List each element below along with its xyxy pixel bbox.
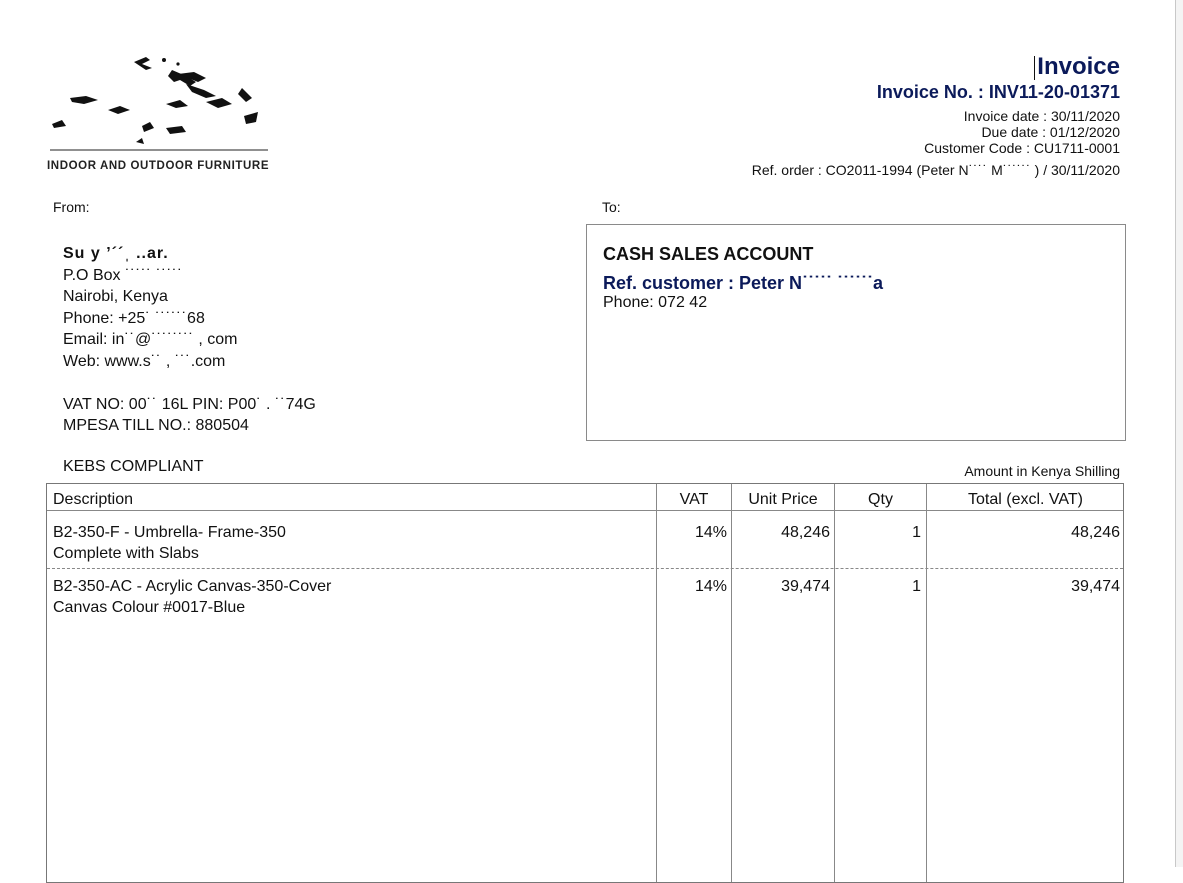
header-description: Description — [53, 491, 134, 508]
item-1-qty: 1 — [912, 524, 921, 541]
invoice-number: Invoice No. : INV11-20-01371 — [876, 82, 1120, 102]
item-2-qty: 1 — [912, 578, 921, 595]
item-2-total: 39,474 — [1071, 578, 1120, 595]
text-cursor — [1034, 56, 1035, 80]
company-logo — [46, 52, 272, 176]
invoice-date: Invoice date : 30/11/2020 — [963, 108, 1120, 124]
ref-customer: Ref. customer : Peter N˙˙˙˙˙ ˙˙˙˙˙˙a — [603, 273, 884, 293]
customer-code: Customer Code : CU1711-0001 — [924, 140, 1120, 156]
company-phone: Phone: +25˙ ˙˙˙˙˙˙68 — [63, 309, 205, 327]
col-divider — [834, 484, 835, 882]
due-date: Due date : 01/12/2020 — [981, 124, 1120, 140]
header-divider — [47, 510, 1123, 511]
item-2-description: B2-350-AC - Acrylic Canvas-350-Cover — [53, 578, 332, 595]
vat-pin: VAT NO: 00˙˙ 16L PIN: P00˙ . ˙˙74G — [63, 395, 316, 413]
item-2-vat: 14% — [694, 578, 727, 595]
header-qty: Qty — [868, 491, 893, 508]
company-tagline: INDOOR AND OUTDOOR FURNITURE — [47, 160, 270, 172]
recipient-box — [586, 224, 1126, 441]
item-1-detail: Complete with Slabs — [53, 545, 199, 562]
from-label: From: — [53, 199, 90, 215]
item-1-description: B2-350-F - Umbrella- Frame-350 — [53, 524, 286, 541]
invoice-title-text: Invoice — [1037, 53, 1120, 80]
logo-mark — [46, 52, 272, 158]
item-1-unit-price: 48,246 — [781, 524, 830, 541]
line-items-table — [46, 483, 1124, 883]
header-unit-price: Unit Price — [748, 491, 818, 508]
window-right-edge — [1175, 0, 1183, 867]
item-1-vat: 14% — [694, 524, 727, 541]
invoice-title — [1037, 53, 1120, 81]
kebs-compliant: KEBS COMPLIANT — [63, 458, 204, 475]
po-box: P.O Box ˙˙˙˙˙ ˙˙˙˙˙ — [63, 266, 183, 284]
header-total: Total (excl. VAT) — [968, 491, 1083, 508]
col-divider — [926, 484, 927, 882]
currency-note: Amount in Kenya Shilling — [964, 463, 1120, 479]
ref-order: Ref. order : CO2011-1994 (Peter N˙˙˙˙ M˙˙˙˙˙˙ ) / 30/11/2020 — [751, 162, 1120, 178]
recipient-phone: Phone: 072 42 — [603, 294, 708, 311]
spacer — [63, 372, 316, 394]
item-2-detail: Canvas Colour #0017-Blue — [53, 599, 246, 616]
row-divider — [47, 568, 1123, 569]
header-vat: VAT — [679, 491, 709, 508]
recipient-account: CASH SALES ACCOUNT — [603, 244, 814, 264]
company-email: Email: in˙˙@˙˙˙˙˙˙˙˙ , com — [63, 331, 238, 348]
company-name: Su y ʼ´´ˌ ..ar. — [63, 245, 169, 262]
item-2-unit-price: 39,474 — [781, 578, 830, 595]
city: Nairobi, Kenya — [63, 288, 168, 305]
mpesa-till: MPESA TILL NO.: 880504 — [63, 417, 249, 434]
to-label: To: — [602, 199, 621, 215]
col-divider — [731, 484, 732, 882]
item-1-total: 48,246 — [1071, 524, 1120, 541]
sender-address — [63, 243, 316, 437]
col-divider — [656, 484, 657, 882]
company-web: Web: www.s˙˙ , ˙˙˙.com — [63, 352, 226, 370]
